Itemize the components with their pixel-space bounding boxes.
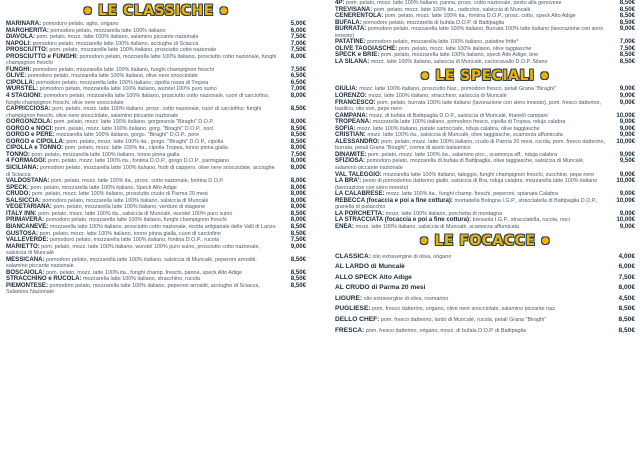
item-description: pom. fresco datterino, origano, mozz. di bufala D.O.P. di Battipaglia	[365, 327, 527, 334]
item-description: mozzarella latte 100% italiano, taleggio, funghi champignon freschi, zucchine, pepe nero	[383, 171, 595, 178]
item-price: 9,00€	[619, 190, 635, 198]
item-description: pomodoro pelato, mozzarella latte 100% italiano, patatine fritte*	[367, 39, 519, 46]
menu-item	[335, 252, 635, 263]
item-name: SPECK e BRIE:	[335, 51, 380, 59]
menu-list	[6, 21, 306, 296]
item-description: olio extravergine di oliva, origano	[372, 253, 452, 260]
item-description: pesto di pomodorino datterino giallo, salsiccia di Bra, nduja calabra, mozzarella latte 100% italiano (lavorazione con siero innesto)	[335, 178, 598, 191]
section-header-classiche	[6, 0, 306, 21]
item-price: 8,50€	[290, 255, 306, 263]
menu-item	[6, 283, 306, 296]
item-name: TONNO:	[6, 150, 30, 158]
item-description: pom. pelato, mozz. latte 100% italiano, prosc. cotto nazionale, cuori di carciofino, funghi champignon freschi, olive nere snocciolate, salamino piccante nazionale	[6, 106, 262, 119]
menu-item	[335, 283, 635, 294]
item-description: mozz. latte 100% italiano, salsiccia di Muncalè, caciocavallo D.O.P. Silano	[370, 58, 548, 65]
item-name: TREVISANA:	[335, 5, 373, 13]
item-name: ITALY INN:	[6, 209, 37, 217]
item-price: 8,50€	[618, 305, 635, 313]
item-price: 8,00€	[290, 52, 306, 60]
item-price: 6,00€	[618, 263, 635, 271]
item-description: pomodoro pelato, mozzarella latte 100% italiano, Burrata 100% latte italiano (lavorazione con siero innesto)	[335, 26, 604, 39]
item-name: PRIMAVERA:	[6, 216, 45, 224]
item-name: SALSICCIA:	[6, 196, 41, 204]
item-name: CLASSICA:	[335, 252, 371, 260]
item-description: pom. pelato, mozz. latte 100% ita., salsiccia di Muncalè, wurstel 100% puro suino	[38, 210, 233, 217]
item-description: pom. pelato, mozz. latte 100% italiano, prosciutto crudo di Parma 20 mesi	[31, 191, 208, 198]
item-price: 7,00€	[290, 85, 306, 93]
item-price: 8,00€	[290, 164, 306, 172]
item-name: GUSTOSA:	[6, 229, 39, 237]
item-price: 9,00€	[619, 150, 635, 158]
item-name: REBECCA (focaccia e poi a fine cottura):	[335, 196, 453, 204]
item-description: pomodoro pelato, mozzarella latte 100% italiano, acciughe di Sciacca	[32, 40, 199, 47]
menu-item	[335, 26, 635, 39]
item-price: 8,50€	[619, 57, 635, 65]
item-price: 9,50€	[619, 157, 635, 165]
item-description: mozz. di bufala di Battipaglia D.O.P., salsiccia di Muncalè, friarielli campani	[369, 112, 548, 119]
item-name: PUGLIESE:	[335, 305, 371, 313]
item-description: mozzarella latte 100% italiano, prosciutto cotto nazionale, ricotta artigianale delle Valli di Lanzo	[49, 223, 276, 230]
item-name: CRUDO:	[6, 190, 31, 198]
item-price: 9,00€	[619, 222, 635, 230]
item-price: 6,50€	[290, 78, 306, 86]
item-name: OLIVE TAGGIASCHE:	[335, 44, 398, 52]
item-name: NAPOLI:	[6, 39, 32, 47]
item-description: mozz. latte 100% italiano, salsiccia di Muncalè, scamorza affumicata	[355, 223, 519, 230]
item-name: BUFALA:	[335, 18, 362, 26]
item-price: 8,50€	[618, 316, 635, 324]
item-price: 8,00€	[618, 284, 635, 292]
item-price: 8,50€	[619, 51, 635, 59]
item-description: pom. pelato, mozzarella latte 100% italiano, tonno pinna gialla	[31, 151, 180, 158]
item-description: pom. pelato, mozz. latte 100% ita., fontina D.O.P., gorgo D.O.P., parmigiano	[48, 158, 229, 165]
item-description: pomodoro pelato, mozzarella latte 100% italiano	[50, 27, 166, 34]
item-description: pom. pelato, mozz. latte 100% italiano, gorg. "Biraghi" D.O.P., noci	[54, 125, 214, 132]
item-description: pomodoro pelato, mozzarella latte 100% italiano, funghi champignon freschi	[32, 66, 214, 73]
dot-icon: ●	[541, 236, 550, 246]
item-name: OLIVE:	[6, 72, 27, 80]
menu-item	[335, 294, 635, 305]
item-description: pom. pelato, mozz. latte 100% ita., funghi champ. freschi, panna, speck Alto Adige	[46, 269, 243, 276]
item-name: LA SILANA:	[335, 57, 370, 65]
menu-item	[335, 326, 635, 337]
section-title: LE CLASSICHE	[98, 2, 214, 19]
item-name: FUNGHI:	[6, 65, 32, 73]
item-description: pomodoro pelato, mozzarella latte 100% italiano, funghi champignon freschi	[45, 217, 227, 224]
item-description: pomodoro pelato, mozzarella latte 100% italiano, salsiccia di Muncalè	[42, 197, 209, 204]
item-price: 10,00€	[616, 177, 635, 185]
item-price: 7,50€	[290, 33, 306, 41]
menu-item	[6, 257, 306, 270]
item-name: 4 FORMAGGI:	[6, 157, 47, 165]
item-description: pom. pelato, mozzarella latte 100% italiano, verdure di stagione	[53, 204, 206, 211]
item-price: 7,50€	[290, 150, 306, 158]
item-name: MARIETTO:	[6, 242, 40, 250]
menu-item	[335, 224, 635, 231]
menu-item	[335, 139, 635, 152]
item-name: CAMPANA:	[335, 111, 368, 119]
item-price: 6,00€	[290, 26, 306, 34]
item-name: WURSTEL:	[6, 85, 39, 93]
item-description: pom. pelato, mozz. latte 100% italiano, tonno pinna gialla, cuori di carciofino	[39, 230, 221, 237]
item-name: FRESCA:	[335, 326, 365, 334]
item-name: GORGO e CIPOLLA:	[6, 137, 65, 145]
item-price: 9,00€	[290, 242, 306, 250]
section-header-speciali	[335, 65, 635, 86]
item-price: 7,50€	[618, 273, 635, 281]
item-description: bresaola I.G.P., stracciatella, rucola, noci	[472, 217, 570, 224]
item-price: 8,50€	[619, 12, 635, 20]
item-description: mozz. latte 100% italiano, stracchino, salsiccia di Muncalè	[368, 93, 507, 100]
item-description: pom. pelato, mozz. latte 100% ita., prosc. cotto nazionale, fontina D.O.P.	[50, 178, 224, 185]
item-description: pom. pelato, mozz. latte 100% italiano, salamino piccante nazionale	[36, 34, 199, 41]
item-price: 8,00€	[290, 203, 306, 211]
menu-item	[6, 93, 306, 106]
item-name: DIAVOLA:	[6, 33, 35, 41]
item-price: 8,50€	[619, 5, 635, 13]
item-price: 8,50€	[290, 275, 306, 283]
item-price: 9,00€	[619, 209, 635, 217]
item-price: 9,00€	[619, 92, 635, 100]
item-description: pomodoro pelato, mozzarella latte 100% italiano, wurstel 100% puro suino	[39, 86, 217, 93]
item-description: pom. pelato, mozz. latte 100% italiano, gorgonzola "Biraghi" D.O.P.	[53, 119, 214, 126]
item-description: pom. pelato, mozzarella latte 100% italiano, speck Alto Adige, brie	[380, 52, 539, 59]
item-name: FRANCESCO:	[335, 98, 376, 106]
item-description: pomodoro pelato, mozzarella latte 100% italiano, prosciutto cotto nazionale, cuori di carciofino, funghi champignon freschi, olive nere snocciolate	[6, 93, 270, 106]
item-price: 8,00€	[290, 190, 306, 198]
item-description: pom. pelato, mozz. latte 100% ita., gorgo. "Biraghi" D.O.P., cipolla	[66, 138, 224, 145]
item-price: 8,00€	[290, 177, 306, 185]
item-price: 9,00€	[619, 131, 635, 139]
item-price: 8,00€	[290, 196, 306, 204]
item-name: LA BRA':	[335, 177, 362, 185]
left-column	[6, 0, 306, 296]
item-description: pomodoro pelato, mozzarella latte 100% italiano, peperoni arrostiti, acciughe di Sciacca, Salamino Nazionale	[6, 282, 260, 296]
item-price: 4,00€	[618, 252, 635, 260]
item-price: 7,50€	[290, 46, 306, 54]
item-name: MESSICANA:	[6, 255, 45, 263]
item-description: pomodoro pelato, mozzarella di bufala D.O.P. di Battipaglia	[363, 19, 504, 26]
item-description: mozzarella latte 100% italiano, stracchino, rucola	[83, 276, 200, 283]
item-name: CRISTIAN:	[335, 131, 366, 139]
item-price: 8,00€	[290, 118, 306, 126]
item-price: 8,50€	[290, 131, 306, 139]
item-description: pomodoro pelato, mozzarella latte 100% italiano, olive nere snocciolate	[27, 73, 198, 80]
dot-icon: ●	[420, 236, 429, 246]
menu-item	[6, 165, 306, 178]
item-name: SICILIANA:	[6, 164, 39, 172]
item-name: SFIZIOSA:	[335, 157, 366, 165]
item-price: 8,50€	[290, 209, 306, 217]
item-name: DINAMITE:	[335, 150, 367, 158]
item-description: pom. pelato, mozz. latte 100% ita., cipolla Tropea, tonno pinna gialla	[64, 145, 228, 152]
item-description: pom. pelato, mozz. latte 100% ita., salamino picc., scamorza aff., nduja calabra	[367, 151, 557, 158]
menu-item	[335, 273, 635, 284]
item-description: pom. pelato, mozz. latte 100% ita., radicchio, salsiccia di Muncalè	[373, 6, 531, 13]
item-price: 8,00€	[290, 157, 306, 165]
menu-list	[335, 86, 635, 230]
menu-item	[335, 59, 635, 66]
item-description: pomodoro pelato, mozzarella latte 100% italiano, frutti di cappero, olive nere snocciolate, acciughe di Sciacca	[6, 165, 275, 178]
item-description: pom. pelato, mozz. latte 100% italiano, wurstel 100% puro suino, prosciutto cotto nazionale, salsiccia di Muncalè	[6, 243, 260, 257]
item-name: 4 STAGIONI:	[6, 92, 43, 100]
item-description: pomodoro pelato, mozzarella latte 100% italiano, fontina D.O.P., rucola	[50, 237, 219, 244]
right-column	[335, 0, 635, 336]
item-description: pom. pelato, mozzarella latte 100% italiano, prosciutto cotto nazionale	[49, 47, 217, 54]
item-description: pom. fresco datterino, lardo di Muncalè, rucola, petali Grana "Biraghi"	[380, 317, 547, 324]
item-name: LA CALABRESE:	[335, 190, 385, 198]
item-price: 7,50€	[619, 44, 635, 52]
item-price: 10,00€	[616, 216, 635, 224]
item-name: CENERENTOLA:	[335, 12, 384, 20]
item-name: STRACCHINO e RUCOLA:	[6, 275, 82, 283]
item-description: pom. pelato, mozz. latte 100% italiano, panna, prosc. cotto nazionale, pesto alla genovese	[345, 0, 562, 6]
item-price: 8,00€	[290, 216, 306, 224]
item-price: 9,00€	[619, 98, 635, 106]
item-price: 8,50€	[290, 229, 306, 237]
item-name: TROPEANA:	[335, 118, 372, 126]
item-name: DELLO CHEF:	[335, 316, 380, 324]
item-description: mozzarella latte 100% italiano, pomodoro fresco, cipolla di Tropea, nduja calabra	[372, 119, 566, 126]
dot-icon: ●	[83, 5, 93, 16]
menu-item	[335, 262, 635, 273]
item-price: 8,50€	[290, 124, 306, 132]
item-description: pomodoro pelato, aglio, origano	[42, 21, 119, 27]
item-description: mozz. latte 100% italiano, porchetta di montagna	[385, 210, 503, 217]
item-name: SPECK:	[6, 183, 30, 191]
item-price: 4,50€	[618, 294, 635, 302]
item-name: LA PORCHETTA:	[335, 209, 385, 217]
item-name: SOFIA:	[335, 124, 356, 132]
menu-item	[6, 54, 306, 67]
item-price: 7,00€	[290, 39, 306, 47]
item-name: 4P:	[335, 0, 345, 6]
menu-item	[335, 100, 635, 113]
dot-icon: ●	[219, 5, 229, 16]
item-description: pom. pelato, mozz. latte 100% italiano, crudo di Parma 20 mesi, rucola, pom. fresco datterino, burrata, petali Grana "Biraghi", crema di aceto balsamico	[335, 138, 606, 152]
item-name: BIANCANEVE:	[6, 222, 49, 230]
item-description: pomodoro pelato, mozzarella latte 100% italiano, prosciutto cotto nazionale, funghi champignon freschi	[6, 53, 277, 67]
menu-item	[6, 244, 306, 257]
item-name: LA STRACCIATA (focaccia e poi a fine cottura):	[335, 216, 472, 224]
item-description: pomodoro pelato, mozzarella latte 100% italiano, cipolla rossa di Tropea	[36, 79, 209, 86]
item-name: CAPRICCIOSA:	[6, 105, 51, 113]
item-name: CIPOLLA:	[6, 78, 35, 86]
item-price: 8,50€	[290, 281, 306, 289]
item-name: GORGONZOLA:	[6, 118, 53, 126]
item-description: pomodoro pelato, mozzarella di bufala di Battipaglia, olive taggiasche, salsiccia di Muncalè, salamino piccante nazionale	[335, 158, 585, 172]
item-price: 8,50€	[619, 0, 635, 6]
menu-list	[335, 252, 635, 337]
item-price: 9,00€	[619, 85, 635, 93]
item-description: pomodoro pelato, mozzarella latte 100% italiano, salsiccia di Muncalè, peperoni arrostiti, salamino piccante nazionale	[6, 256, 257, 270]
item-name: PROSCIUTTO e FUNGHI:	[6, 52, 79, 60]
section-title: LE SPECIALI	[435, 67, 535, 84]
item-name: PIEMONTESE:	[6, 281, 48, 289]
item-price: 5,00€	[290, 20, 306, 27]
section-title: LE FOCACCE	[434, 233, 536, 249]
item-price: 8,00€	[290, 183, 306, 191]
item-price: 10,00€	[616, 196, 635, 204]
item-description: mozz. latte 100% italiano, patate cartocciate, nduja calabra, olive taggiasche	[357, 125, 540, 132]
item-price: 8,00€	[290, 92, 306, 100]
item-price: 7,00€	[619, 38, 635, 46]
item-price: 8,50€	[290, 268, 306, 276]
item-description: pom. pelato, mozzarella latte 100% italiano, Speck Alto Adige	[30, 184, 177, 191]
item-name: ENEA:	[335, 222, 354, 230]
menu-item	[335, 315, 635, 326]
item-name: VAL TALEGGIO:	[335, 170, 382, 178]
item-price: 6,50€	[290, 72, 306, 80]
item-price: 7,50€	[290, 236, 306, 244]
item-name: LORENZO:	[335, 92, 367, 100]
item-price: 8,50€	[290, 137, 306, 145]
item-name: VALDOSTANA:	[6, 177, 50, 185]
item-name: VALLEVERDE:	[6, 236, 49, 244]
item-price: 9,00€	[619, 118, 635, 126]
item-price: 9,00€	[619, 124, 635, 132]
item-name: AL LARDO di Muncalè	[335, 263, 405, 271]
dot-icon: ●	[421, 70, 430, 81]
item-name: AL CRUDO di Parma 20 mesi	[335, 284, 426, 292]
item-description: pom. fresco datterino, origano, olive nere snocciolate, salamino piccante naz.	[372, 306, 557, 313]
item-description: mortadella Bologna I.G.P., stracciatella di Battipaglia D.O.P., granella di pistacchio	[335, 197, 598, 211]
item-price: 8,50€	[290, 222, 306, 230]
dot-icon: ●	[540, 70, 549, 81]
item-name: GORGO e PERE:	[6, 131, 55, 139]
item-name: ALESSANDRO:	[335, 137, 380, 145]
section-header-focacce	[335, 231, 635, 252]
item-description: mozz. latte 100% italiano, prosciutto Naz., pomodoro fresco, petali Grana "Biraghi"	[359, 86, 556, 93]
item-description: pom. pelato, mozz. latte 100% italiano, olive taggiasche	[398, 45, 532, 52]
menu-list	[335, 0, 635, 65]
item-description: mozzarella latte 100% italiano, gorgo. "Biraghi" D.O.P., pere	[56, 132, 200, 139]
item-price: 8,00€	[290, 144, 306, 152]
item-name: PATATINE:	[335, 38, 366, 46]
item-price: 10,00€	[616, 137, 635, 145]
item-price: 8,50€	[618, 326, 635, 334]
item-name: GIULIA:	[335, 85, 358, 93]
item-price: 8,50€	[290, 105, 306, 113]
item-description: pom. pelato, burrata 100% latte italiano (lavorazione con siero innesto), pom. fresco datterino, basilico, olio evo, pepe nero	[335, 99, 601, 113]
item-price: 7,50€	[290, 65, 306, 73]
item-name: ALLO SPECK Alto Adige	[335, 273, 412, 281]
item-price: 10,00€	[616, 111, 635, 119]
item-name: LIGURE:	[335, 294, 363, 302]
item-name: CIPOLLA e TONNO:	[6, 144, 64, 152]
menu-item	[335, 304, 635, 315]
item-name: BURRATA:	[335, 25, 367, 33]
item-name: GORGO e NOCI:	[6, 124, 54, 132]
item-name: MARGHERITA:	[6, 26, 49, 34]
item-description: mozz. latte 100% ita., salsiccia di Muncalè, olive taggiasche, scamorza affumicata	[367, 132, 563, 139]
item-name: PROSCIUTTO:	[6, 46, 48, 54]
item-name: BOSCAIOLA:	[6, 268, 45, 276]
item-description: mozz. latte 100% ita., funghi champ. freschi, peperoni, spianata Calabra	[386, 191, 559, 198]
item-price: 9,00€	[619, 170, 635, 178]
item-name: MARINARA:	[6, 20, 42, 27]
item-description: pom. pelato, mozz. latte 100% ita., fontina D.O.P., prosc. cotto, speck Alto Adige	[384, 13, 576, 20]
item-description: olio extravergine di oliva, rosmarino	[363, 295, 449, 302]
item-price: 9,00€	[619, 25, 635, 33]
item-name: VEGETARIANA:	[6, 203, 52, 211]
item-price: 8,50€	[619, 18, 635, 26]
